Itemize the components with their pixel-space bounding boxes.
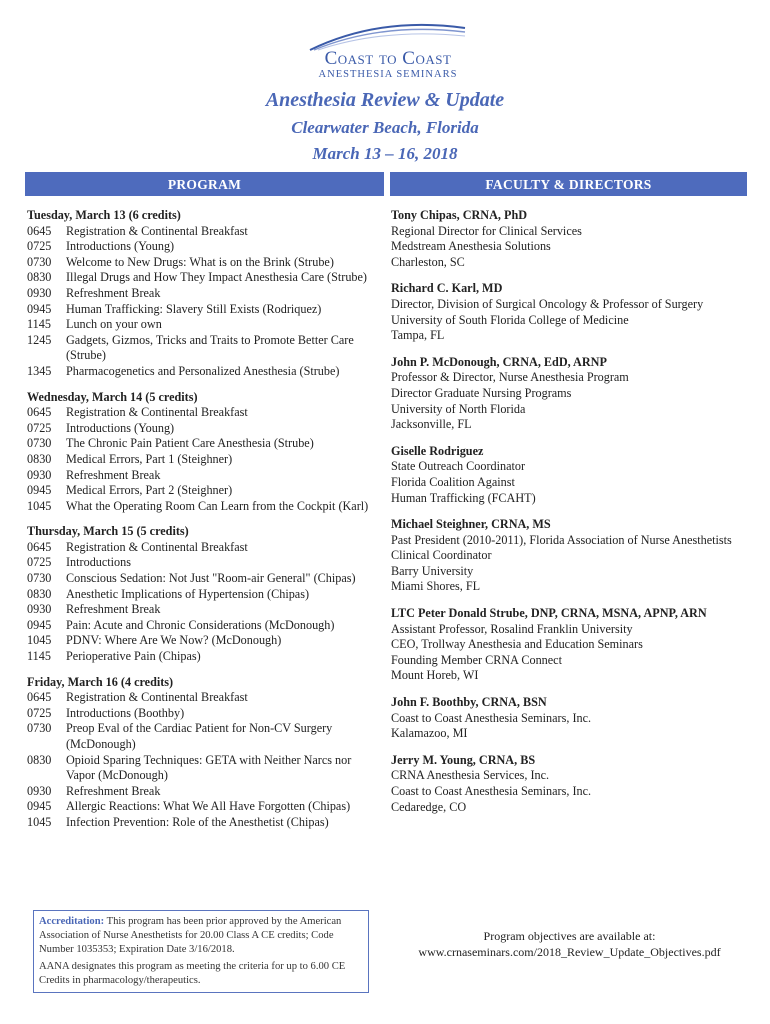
- accreditation-box: [33, 910, 369, 993]
- faculty-detail: CEO, Trollway Anesthesia and Education Seminars: [391, 637, 643, 652]
- session-row: [27, 649, 372, 665]
- session-description: Anesthetic Implications of Hypertension (Chipas): [66, 586, 310, 601]
- session-row: [27, 540, 372, 556]
- session-row: [27, 587, 372, 603]
- program-schedule: [27, 208, 372, 841]
- session-time: 0945: [27, 799, 52, 814]
- faculty-name: LTC Peter Donald Strube, DNP, CRNA, MSNA, APNP, ARN: [391, 606, 707, 621]
- session-time: 0945: [27, 301, 52, 316]
- session-time: 1045: [27, 633, 52, 648]
- objectives-url[interactable]: www.crnaseminars.com/2018_Review_Update_Objectives.pdf: [418, 945, 721, 959]
- session-time: 0730: [27, 254, 52, 269]
- faculty-detail: Tampa, FL: [391, 328, 445, 343]
- faculty-detail: Director Graduate Nursing Programs: [391, 385, 572, 400]
- faculty-detail: Florida Coalition Against: [391, 474, 515, 489]
- faculty-name: Tony Chipas, CRNA, PhD: [391, 208, 528, 222]
- session-time: 0830: [27, 270, 52, 285]
- session-description: Pain: Acute and Chronic Considerations (McDonough): [66, 617, 335, 632]
- session-time: 0645: [27, 690, 52, 705]
- faculty-detail: Jacksonville, FL: [391, 417, 472, 432]
- session-time: 0945: [27, 483, 52, 498]
- session-time: 1245: [27, 332, 52, 347]
- session-row: [27, 555, 372, 571]
- session-description: Registration & Continental Breakfast: [66, 690, 248, 705]
- session-time: 1145: [27, 317, 51, 332]
- session-time: 1045: [27, 814, 52, 829]
- accreditation-label: Accreditation:: [39, 916, 105, 927]
- session-description: Gadgets, Gizmos, Tricks and Traits to Promote Better Care (Strube): [66, 332, 354, 363]
- session-description: Introductions: [66, 555, 131, 570]
- session-time: 0725: [27, 705, 52, 720]
- program-day: [27, 390, 372, 515]
- session-row: [27, 690, 372, 706]
- session-row: [27, 364, 372, 380]
- session-row: [27, 468, 372, 484]
- session-time: 0725: [27, 239, 52, 254]
- faculty-member: [391, 695, 751, 742]
- session-description: Introductions (Young): [66, 239, 175, 254]
- faculty-detail: Clinical Coordinator: [391, 548, 492, 563]
- faculty-name: Michael Steighner, CRNA, MS: [391, 517, 551, 532]
- session-row: [27, 317, 372, 333]
- faculty-list: [391, 208, 751, 826]
- session-time: 1145: [27, 649, 51, 664]
- session-time: 0830: [27, 752, 52, 767]
- faculty-detail: Professor & Director, Nurse Anesthesia Program: [391, 370, 629, 385]
- day-title: Friday, March 16 (4 credits): [27, 674, 174, 689]
- session-row: [27, 333, 372, 364]
- faculty-detail: Founding Member CRNA Connect: [391, 652, 562, 667]
- faculty-name: Giselle Rodriguez: [391, 443, 484, 458]
- session-time: 0730: [27, 721, 52, 736]
- session-time: 0725: [27, 420, 52, 435]
- faculty-detail: State Outreach Coordinator: [391, 459, 526, 474]
- faculty-name: John F. Boothby, CRNA, BSN: [391, 695, 547, 710]
- faculty-member: [391, 606, 751, 684]
- aana-statement: AANA designates this program as meeting the criteria for up to 6.00 CE Credits in pharmacology/therapeutics.: [39, 961, 346, 986]
- accreditation-statement: [39, 915, 363, 957]
- logo: [300, 22, 470, 78]
- session-time: 1345: [27, 363, 52, 378]
- program-day: [27, 524, 372, 664]
- session-row: [27, 405, 372, 421]
- faculty-detail: Human Trafficking (FCAHT): [391, 490, 536, 505]
- event-dates: March 13 – 16, 2018: [312, 144, 458, 163]
- session-description: Allergic Reactions: What We All Have Forgotten (Chipas): [66, 799, 351, 814]
- session-row: [27, 784, 372, 800]
- session-description: Lunch on your own: [66, 317, 162, 332]
- session-row: [27, 436, 372, 452]
- session-description: Perioperative Pain (Chipas): [66, 649, 201, 664]
- session-description: Refreshment Break: [66, 783, 161, 798]
- session-row: [27, 302, 372, 318]
- session-description: Introductions (Boothby): [66, 705, 185, 720]
- faculty-member: [391, 517, 751, 595]
- session-row: [27, 255, 372, 271]
- session-time: 0645: [27, 223, 52, 238]
- session-description: Pharmacogenetics and Personalized Anesthesia (Strube): [66, 363, 340, 378]
- session-description: Preop Eval of the Cardiac Patient for Non-CV Surgery (McDonough): [66, 721, 333, 751]
- program-day: [27, 208, 372, 380]
- session-time: 0930: [27, 285, 52, 300]
- faculty-detail: Charleston, SC: [391, 254, 465, 269]
- session-description: What the Operating Room Can Learn from the Cockpit (Karl): [66, 498, 369, 513]
- session-description: Opioid Sparing Techniques: GETA with Neither Narcs nor Vapor (McDonough): [66, 752, 352, 783]
- faculty-detail: University of South Florida College of Medicine: [391, 312, 629, 327]
- faculty-detail: Miami Shores, FL: [391, 579, 481, 594]
- session-description: Introductions (Young): [66, 420, 175, 435]
- faculty-member: [391, 444, 751, 506]
- faculty-name: John P. McDonough, CRNA, EdD, ARNP: [391, 354, 607, 369]
- faculty-detail: Barry University: [391, 563, 474, 578]
- faculty-header: FACULTY & DIRECTORS: [390, 172, 747, 196]
- session-time: 0945: [27, 617, 52, 632]
- session-row: [27, 618, 372, 634]
- session-row: [27, 239, 372, 255]
- session-description: Refreshment Break: [66, 602, 161, 617]
- faculty-name: Jerry M. Young, CRNA, BS: [391, 752, 536, 767]
- session-row: [27, 721, 372, 752]
- session-description: Registration & Continental Breakfast: [66, 539, 248, 554]
- session-description: Refreshment Break: [66, 467, 161, 482]
- faculty-member: [391, 281, 751, 343]
- accreditation-text: This program has been prior approved by the American Association of Nurse Anesthetists for 20.00 Class A CE credits; Code Number 1035353; Expiration Date 3/16/2018.: [39, 916, 342, 955]
- session-time: 0645: [27, 539, 52, 554]
- session-row: [27, 706, 372, 722]
- faculty-name: Richard C. Karl, MD: [391, 281, 503, 296]
- faculty-member: [391, 753, 751, 815]
- faculty-detail: University of North Florida: [391, 401, 526, 416]
- faculty-detail: Past President (2010-2011), Florida Association of Nurse Anesthetists: [391, 532, 732, 547]
- session-row: [27, 270, 372, 286]
- faculty-detail: CRNA Anesthesia Services, Inc.: [391, 768, 550, 783]
- session-row: [27, 799, 372, 815]
- session-time: 1045: [27, 498, 52, 513]
- title-block: [0, 86, 770, 167]
- faculty-detail: Mount Horeb, WI: [391, 668, 479, 683]
- session-time: 0645: [27, 405, 52, 420]
- faculty-member: [391, 355, 751, 433]
- logo-subtitle: ANESTHESIA SEMINARS: [318, 69, 458, 80]
- session-row: [27, 286, 372, 302]
- session-time: 0830: [27, 586, 52, 601]
- session-description: Registration & Continental Breakfast: [66, 405, 248, 420]
- program-day: [27, 675, 372, 831]
- objectives-note: [392, 928, 747, 960]
- session-row: [27, 602, 372, 618]
- session-time: 0930: [27, 602, 52, 617]
- faculty-detail: Assistant Professor, Rosalind Franklin University: [391, 621, 633, 636]
- session-description: Registration & Continental Breakfast: [66, 223, 248, 238]
- session-description: Conscious Sedation: Not Just "Room-air General" (Chipas): [66, 571, 356, 586]
- session-row: [27, 224, 372, 240]
- session-description: Infection Prevention: Role of the Anesthetist (Chipas): [66, 814, 329, 829]
- session-time: 0730: [27, 571, 52, 586]
- faculty-detail: Director, Division of Surgical Oncology & Professor of Surgery: [391, 296, 704, 311]
- session-description: Illegal Drugs and How They Impact Anesthesia Care (Strube): [66, 270, 367, 285]
- faculty-detail: Coast to Coast Anesthesia Seminars, Inc.: [391, 784, 592, 798]
- session-row: [27, 753, 372, 784]
- session-time: 0725: [27, 555, 52, 570]
- session-description: Refreshment Break: [66, 285, 161, 300]
- session-description: PDNV: Where Are We Now? (McDonough): [66, 633, 282, 648]
- faculty-detail: Medstream Anesthesia Solutions: [391, 239, 551, 254]
- session-row: [27, 499, 372, 515]
- faculty-detail: Cedaredge, CO: [391, 799, 467, 814]
- faculty-detail: Regional Director for Clinical Services: [391, 223, 582, 238]
- faculty-member: [391, 208, 751, 270]
- day-title: Thursday, March 15 (5 credits): [27, 524, 189, 539]
- event-location: Clearwater Beach, Florida: [291, 118, 479, 137]
- objectives-line: Program objectives are available at:: [483, 929, 656, 943]
- session-row: [27, 633, 372, 649]
- session-time: 0930: [27, 467, 52, 482]
- session-description: Human Trafficking: Slavery Still Exists (Rodriquez): [66, 301, 322, 316]
- session-time: 0930: [27, 783, 52, 798]
- session-description: Medical Errors, Part 2 (Steighner): [66, 483, 233, 498]
- session-time: 0730: [27, 436, 52, 451]
- program-header: PROGRAM: [25, 172, 384, 196]
- day-title: Tuesday, March 13 (6 credits): [27, 208, 181, 222]
- logo-name: Coast to Coast: [324, 48, 452, 69]
- event-title: Anesthesia Review & Update: [265, 89, 505, 111]
- session-row: [27, 452, 372, 468]
- session-row: [27, 483, 372, 499]
- session-description: Welcome to New Drugs: What is on the Brink (Strube): [66, 254, 334, 269]
- session-row: [27, 571, 372, 587]
- session-time: 0830: [27, 451, 52, 466]
- session-row: [27, 815, 372, 831]
- faculty-detail: Coast to Coast Anesthesia Seminars, Inc.: [391, 710, 592, 725]
- session-description: The Chronic Pain Patient Care Anesthesia (Strube): [66, 436, 314, 451]
- session-row: [27, 421, 372, 437]
- day-title: Wednesday, March 14 (5 credits): [27, 389, 198, 404]
- session-description: Medical Errors, Part 1 (Steighner): [66, 451, 233, 466]
- faculty-detail: Kalamazoo, MI: [391, 726, 468, 741]
